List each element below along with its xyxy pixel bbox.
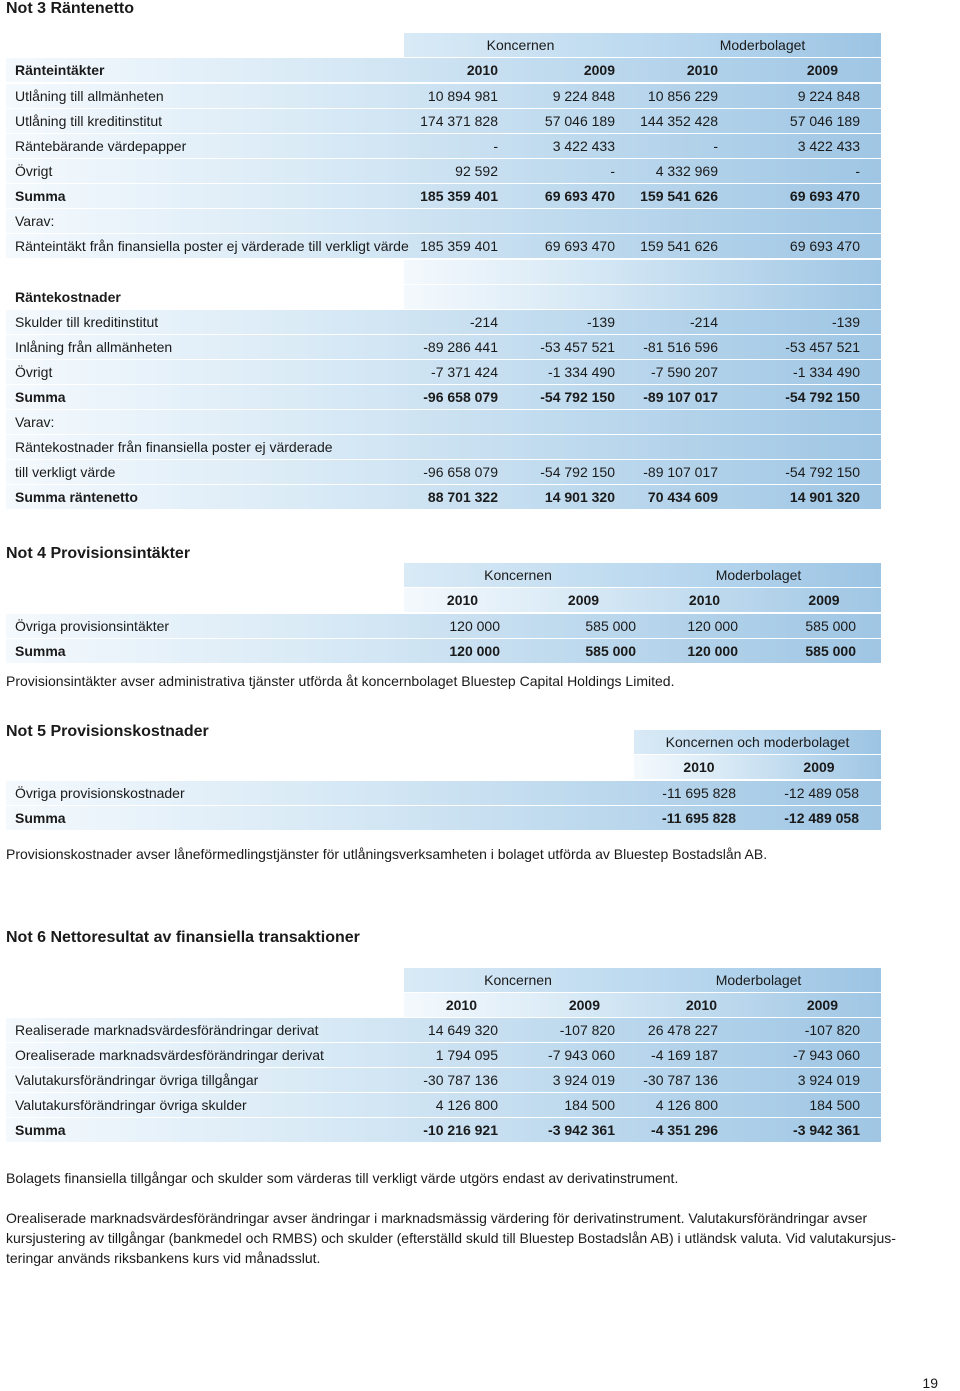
- value-cell: 1 794 095: [435, 1047, 498, 1063]
- value-cell: -54 792 150: [540, 464, 615, 480]
- value-cell: 10 856 229: [647, 88, 718, 104]
- table-row: [0, 159, 960, 183]
- value-cell: 4 126 800: [435, 1097, 498, 1113]
- not6-note2-line3: teringar används riksbankens kurs vid månadsslut.: [6, 1250, 321, 1266]
- table-row: [0, 310, 960, 334]
- value-cell: -11 695 828: [662, 810, 736, 826]
- not5-year-header: [0, 755, 960, 779]
- table-row: [0, 1093, 960, 1117]
- table-row: [0, 385, 960, 409]
- value-cell: -30 787 136: [643, 1072, 718, 1088]
- value-cell: -: [610, 163, 615, 179]
- value-cell: 185 359 401: [420, 188, 498, 204]
- table-row: [0, 1043, 960, 1067]
- not6-group-moder: Moderbolaget: [715, 972, 802, 988]
- value-cell: 3 422 433: [552, 138, 615, 154]
- value-cell: -30 787 136: [423, 1072, 498, 1088]
- table-row: [0, 1018, 960, 1042]
- value-cell: -7 371 424: [431, 364, 498, 380]
- not5-group-header: [0, 730, 960, 754]
- not3-group-koncern: Koncernen: [486, 37, 555, 53]
- value-cell: -89 107 017: [643, 464, 718, 480]
- value-cell: 184 500: [809, 1097, 860, 1113]
- table-row: [0, 335, 960, 359]
- value-cell: -: [855, 163, 860, 179]
- value-cell: 585 000: [585, 618, 636, 634]
- year-cell: 2009: [567, 592, 600, 608]
- value-cell: 57 046 189: [789, 113, 860, 129]
- value-cell: [504, 410, 615, 434]
- not3-intakter-header: Ränteintäkter: [15, 62, 105, 78]
- value-cell: -: [713, 138, 718, 154]
- year-cell: 2010: [446, 592, 479, 608]
- row-label: Utlåning till allmänheten: [15, 88, 164, 104]
- table-row: [0, 84, 960, 108]
- not4-note: Provisionsintäkter avser administrativa tjänster utförda åt koncernbolaget Bluestep Capital Holdings Limited.: [6, 673, 675, 689]
- value-cell: [620, 209, 718, 233]
- year-cell: 2010: [445, 997, 477, 1013]
- value-cell: [720, 435, 860, 459]
- value-cell: [404, 209, 498, 233]
- year-cell: 2009: [583, 62, 615, 78]
- year-cell: 2010: [466, 62, 498, 78]
- value-cell: 120 000: [449, 643, 500, 659]
- row-label: Övriga provisionskostnader: [15, 785, 185, 801]
- table-row: [0, 614, 960, 638]
- not3-year-header: [0, 58, 960, 82]
- value-cell: [504, 435, 615, 459]
- value-cell: 3 924 019: [797, 1072, 860, 1088]
- value-cell: [404, 410, 498, 434]
- value-cell: [404, 435, 498, 459]
- row-label: Realiserade marknadsvärdesförändringar derivat: [15, 1022, 319, 1038]
- value-cell: 120 000: [687, 618, 738, 634]
- row-label: Orealiserade marknadsvärdesförändringar derivat: [15, 1047, 324, 1063]
- value-cell: 144 352 428: [640, 113, 718, 129]
- value-cell: 92 592: [455, 163, 498, 179]
- row-label: Räntekostnader från finansiella poster ej värderade: [15, 439, 333, 455]
- value-cell: 3 924 019: [552, 1072, 615, 1088]
- value-cell: 585 000: [585, 643, 636, 659]
- spacer-row: [0, 260, 960, 284]
- value-cell: 120 000: [687, 643, 738, 659]
- value-cell: 184 500: [564, 1097, 615, 1113]
- page-number: 19: [922, 1375, 938, 1391]
- not5-title: Not 5 Provisionskostnader: [6, 723, 209, 740]
- not3-title: Not 3 Räntenetto: [6, 0, 134, 17]
- value-cell: -89 107 017: [643, 389, 718, 405]
- not6-note1: Bolagets finansiella tillgångar och skulder som värderas till verkligt värde utgörs endast av derivatinstrument.: [6, 1170, 679, 1186]
- not5-group: Koncernen och moderbolaget: [665, 734, 850, 750]
- value-cell: -214: [689, 314, 718, 330]
- row-label: Summa: [15, 643, 66, 659]
- not4-group-header: [0, 563, 960, 587]
- year-cell: 2009: [806, 997, 838, 1013]
- value-cell: -81 516 596: [643, 339, 718, 355]
- table-row: [0, 460, 960, 484]
- value-cell: 159 541 626: [640, 238, 718, 254]
- table-row: [0, 109, 960, 133]
- value-cell: -7 943 060: [548, 1047, 615, 1063]
- year-cell: 2010: [683, 759, 715, 775]
- value-cell: 9 224 848: [797, 88, 860, 104]
- value-cell: -139: [831, 314, 860, 330]
- value-cell: 120 000: [449, 618, 500, 634]
- row-label: Summa: [15, 389, 66, 405]
- value-cell: 14 901 320: [789, 489, 860, 505]
- row-label: Summa: [15, 188, 66, 204]
- not3-group-moder: Moderbolaget: [719, 37, 806, 53]
- row-label: Övrigt: [15, 364, 53, 380]
- value-cell: 174 371 828: [420, 113, 498, 129]
- row-label: Övriga provisionsintäkter: [15, 618, 170, 634]
- year-cell: 2009: [808, 592, 840, 608]
- row-label: Räntebärande värdepapper: [15, 138, 187, 154]
- row-label: Ränteintäkt från finansiella poster ej värderade till verkligt värde: [15, 238, 409, 254]
- value-cell: -1 334 490: [548, 364, 615, 380]
- value-cell: 88 701 322: [427, 489, 498, 505]
- value-cell: -10 216 921: [423, 1122, 498, 1138]
- row-label: Summa: [15, 1122, 66, 1138]
- value-cell: [720, 209, 860, 233]
- value-cell: 10 894 981: [427, 88, 498, 104]
- not6-title: Not 6 Nettoresultat av finansiella transaktioner: [6, 929, 360, 946]
- table-row: [0, 209, 960, 233]
- not6-year-header: [0, 993, 960, 1017]
- value-cell: [504, 209, 615, 233]
- table-row: [0, 781, 960, 805]
- value-cell: -53 457 521: [785, 339, 860, 355]
- value-cell: 159 541 626: [640, 188, 718, 204]
- value-cell: 9 224 848: [552, 88, 615, 104]
- year-cell: 2009: [806, 62, 838, 78]
- row-label: Varav:: [15, 213, 55, 229]
- value-cell: -53 457 521: [540, 339, 615, 355]
- value-cell: 4 332 969: [655, 163, 718, 179]
- value-cell: -: [493, 138, 498, 154]
- not3-group-header: [0, 33, 960, 57]
- table-row: [0, 806, 960, 830]
- value-cell: 69 693 470: [544, 188, 615, 204]
- row-label: Valutakursförändringar övriga tillgångar: [15, 1072, 259, 1088]
- table-row: [0, 485, 960, 509]
- year-cell: 2009: [568, 997, 600, 1013]
- value-cell: 70 434 609: [647, 489, 718, 505]
- value-cell: [620, 410, 718, 434]
- year-cell: 2010: [685, 997, 717, 1013]
- value-cell: 585 000: [805, 643, 856, 659]
- not4-year-header: [0, 588, 960, 612]
- value-cell: 69 693 470: [789, 188, 860, 204]
- table-row: [0, 184, 960, 208]
- table-row: [0, 410, 960, 434]
- value-cell: -1 334 490: [793, 364, 860, 380]
- row-label: till verkligt värde: [15, 464, 116, 480]
- value-cell: 4 126 800: [655, 1097, 718, 1113]
- value-cell: -11 695 828: [662, 785, 736, 801]
- not6-note2-line1: Orealiserade marknadsvärdesförändringar avser ändringar i marknadsmässig värdering för derivatinstrument. Valutakursförändringar avser: [6, 1210, 868, 1226]
- value-cell: 26 478 227: [647, 1022, 718, 1038]
- table-row: [0, 360, 960, 384]
- not6-note2-line2: kursjustering av tillgångar (bankmedel och RMBS) och skulder (efterställd skuld till Bluestep Bostadslån AB) i utländsk valuta. Vid valutakursjus-: [6, 1230, 896, 1246]
- not6-group-koncern: Koncernen: [484, 972, 552, 988]
- value-cell: -3 942 361: [548, 1122, 615, 1138]
- value-cell: -7 590 207: [651, 364, 718, 380]
- value-cell: 69 693 470: [789, 238, 860, 254]
- value-cell: -4 351 296: [651, 1122, 718, 1138]
- year-cell: 2009: [803, 759, 835, 775]
- row-label: Övrigt: [15, 163, 53, 179]
- not4-group-koncern: Koncernen: [484, 567, 552, 583]
- row-label: Inlåning från allmänheten: [15, 339, 173, 355]
- not3-kostnader-header-row: [0, 285, 960, 309]
- value-cell: -54 792 150: [785, 464, 860, 480]
- value-cell: -214: [469, 314, 498, 330]
- not4-group-moder: Moderbolaget: [715, 567, 802, 583]
- value-cell: -3 942 361: [793, 1122, 860, 1138]
- not5-note: Provisionskostnader avser låneförmedlingstjänster för utlåningsverksamheten i bolaget utförda av Bluestep Bostadslån AB.: [6, 846, 768, 862]
- value-cell: 57 046 189: [544, 113, 615, 129]
- table-row: [0, 234, 960, 258]
- value-cell: [620, 435, 718, 459]
- table-row: [0, 1068, 960, 1092]
- table-row: [0, 435, 960, 459]
- row-label: Valutakursförändringar övriga skulder: [15, 1097, 247, 1113]
- value-cell: -12 489 058: [784, 785, 859, 801]
- table-row: [0, 639, 960, 663]
- year-cell: 2010: [686, 62, 718, 78]
- table-row: [0, 134, 960, 158]
- value-cell: -54 792 150: [540, 389, 615, 405]
- value-cell: -107 820: [559, 1022, 615, 1038]
- value-cell: 585 000: [805, 618, 856, 634]
- value-cell: 14 901 320: [544, 489, 615, 505]
- table-row: [0, 1118, 960, 1142]
- value-cell: 3 422 433: [797, 138, 860, 154]
- value-cell: 185 359 401: [420, 238, 498, 254]
- value-cell: 14 649 320: [427, 1022, 498, 1038]
- value-cell: -4 169 187: [651, 1047, 718, 1063]
- value-cell: -139: [586, 314, 615, 330]
- value-cell: -54 792 150: [785, 389, 860, 405]
- not3-kostnader-header: Räntekostnader: [15, 289, 121, 305]
- value-cell: [720, 410, 860, 434]
- year-cell: 2010: [688, 592, 721, 608]
- not6-group-header: [0, 968, 960, 992]
- value-cell: -96 658 079: [423, 389, 498, 405]
- not4-title: Not 4 Provisionsintäkter: [6, 545, 191, 562]
- value-cell: -96 658 079: [423, 464, 498, 480]
- row-label: Summa räntenetto: [15, 489, 138, 505]
- value-cell: -12 489 058: [784, 810, 859, 826]
- row-label: Utlåning till kreditinstitut: [15, 113, 163, 129]
- row-label: Varav:: [15, 414, 55, 430]
- value-cell: -7 943 060: [793, 1047, 860, 1063]
- value-cell: 69 693 470: [544, 238, 615, 254]
- value-cell: -107 820: [804, 1022, 860, 1038]
- value-cell: -89 286 441: [423, 339, 498, 355]
- row-label: Summa: [15, 810, 66, 826]
- row-label: Skulder till kreditinstitut: [15, 314, 159, 330]
